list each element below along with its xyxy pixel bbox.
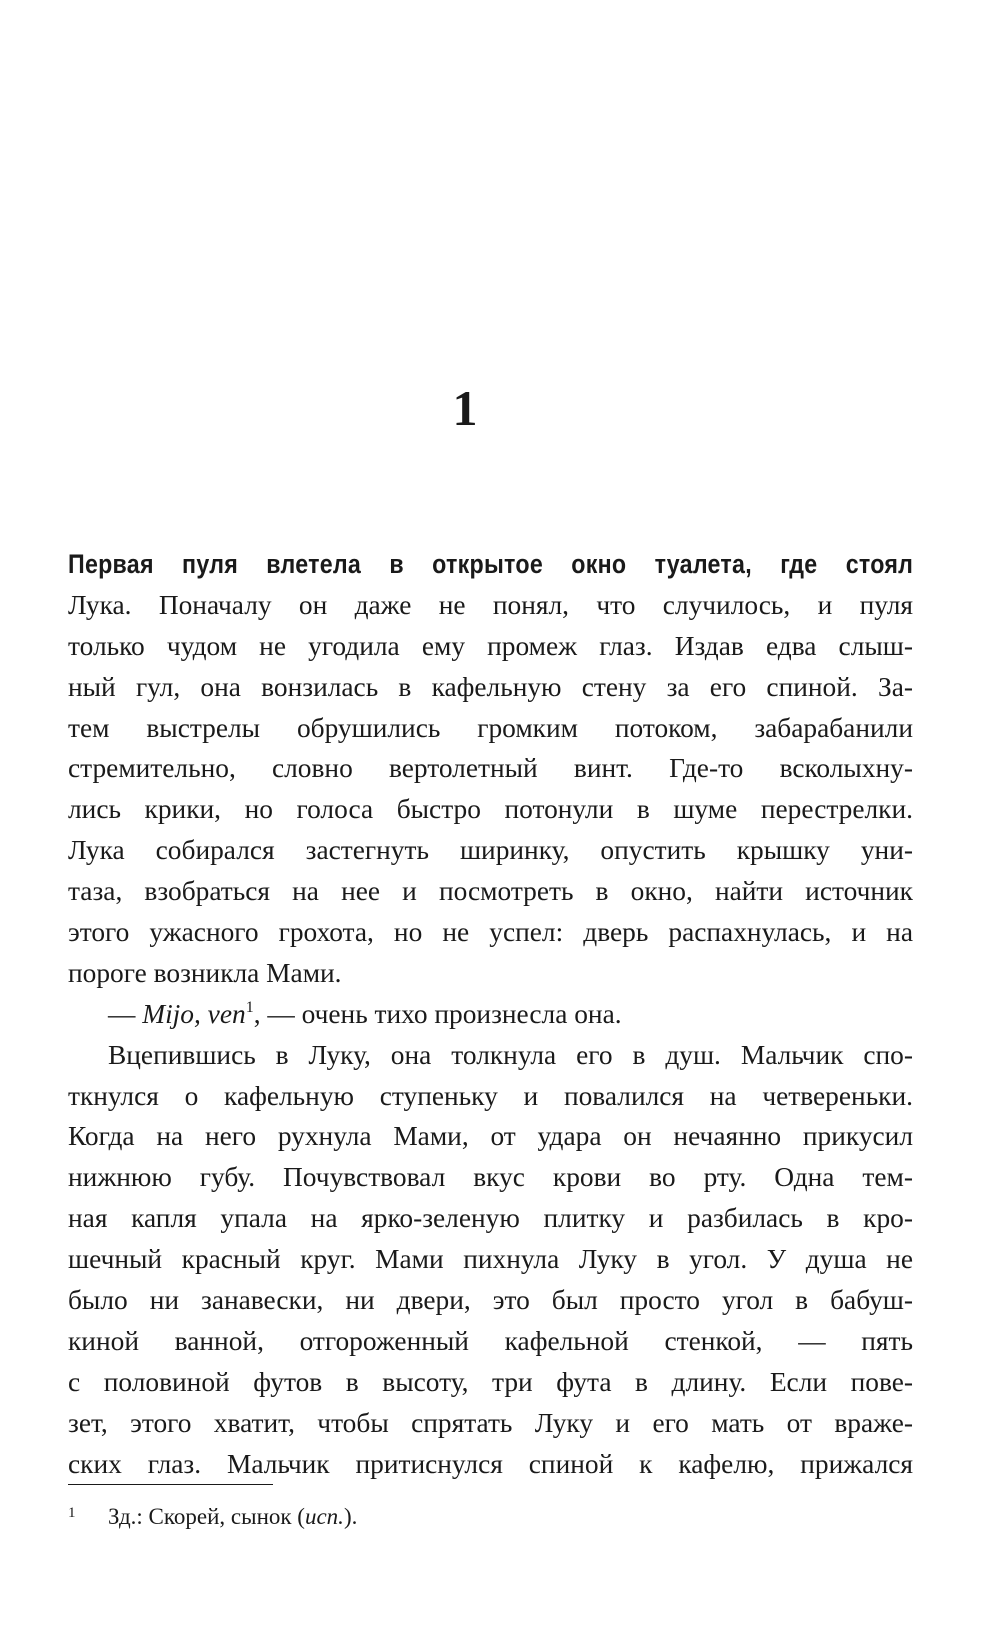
text-line: пороге возникла Мами.: [68, 957, 342, 988]
chapter-number: 1: [452, 380, 478, 436]
text-line: Лука. Поначалу он даже не понял, что случилось, и пуля: [68, 589, 913, 620]
text-line: тем выстрелы обрушились громким потоком, забарабанили: [68, 712, 913, 743]
text-line: ный гул, она вонзилась в кафельную стену за его спиной. За-: [68, 671, 913, 702]
footnote: [68, 1502, 357, 1532]
footnote-text-before: Зд.: Скорей, сынок (: [108, 1504, 305, 1529]
footnote-mark: 1: [68, 1505, 76, 1521]
dialogue-spanish: Mijo, ven: [142, 998, 246, 1029]
text-line: Когда на него рухнула Мами, от удара он нечаянно прикусил: [68, 1121, 913, 1152]
text-line: шечный красный круг. Мами пихнула Луку в угол. У душа не: [68, 1244, 913, 1275]
dialogue-rest: , — очень тихо произнесла она.: [253, 998, 622, 1029]
text-line: только чудом не угодила ему промеж глаз. Издав едва слыш-: [68, 630, 913, 661]
footnote-reference: 1: [245, 998, 254, 1016]
text-line: зет, этого хватит, чтобы спрятать Луку и его мать от враже-: [68, 1407, 913, 1438]
chapter-body: [68, 544, 913, 1484]
text-line: киной ванной, отгороженный кафельной стенкой, — пять: [68, 1325, 913, 1356]
text-line: этого ужасного грохота, но не успел: дверь распахнулась, и на: [68, 917, 913, 948]
text-line: ная капля упала на ярко-зеленую плитку и разбилась в кро-: [68, 1203, 913, 1234]
opening-line: Первая пуля влетела в открытое окно туалета, где стоял: [68, 549, 914, 579]
dialogue-dash: —: [108, 998, 143, 1029]
text-line: Вцепившись в Луку, она толкнула его в душ. Мальчик спо-: [108, 1039, 913, 1070]
footnote-divider: [68, 1484, 273, 1485]
footnote-text-italic: исп.: [304, 1504, 344, 1529]
text-line: Лука собирался застегнуть ширинку, опустить крышку уни-: [68, 835, 913, 866]
text-line: с половиной футов в высоту, три фута в длину. Если пове-: [68, 1366, 913, 1397]
text-line: лись крики, но голоса быстро потонули в шуме перестрелки.: [68, 794, 913, 825]
text-line: ткнулся о кафельную ступеньку и повалился на четвереньки.: [68, 1080, 913, 1111]
text-line: было ни занавески, ни двери, это был просто угол в бабуш-: [68, 1285, 913, 1316]
footnote-text-after: ).: [343, 1504, 358, 1529]
text-line: нижнюю губу. Почувствовал вкус крови во рту. Одна тем-: [68, 1162, 913, 1193]
dialogue-line: [68, 994, 913, 1035]
text-line: таза, взобраться на нее и посмотреть в окно, найти источник: [68, 876, 913, 907]
text-line: стремительно, словно вертолетный винт. Где-то всколыхну-: [68, 753, 913, 784]
text-line: ских глаз. Мальчик притиснулся спиной к кафелю, прижался: [68, 1448, 913, 1479]
